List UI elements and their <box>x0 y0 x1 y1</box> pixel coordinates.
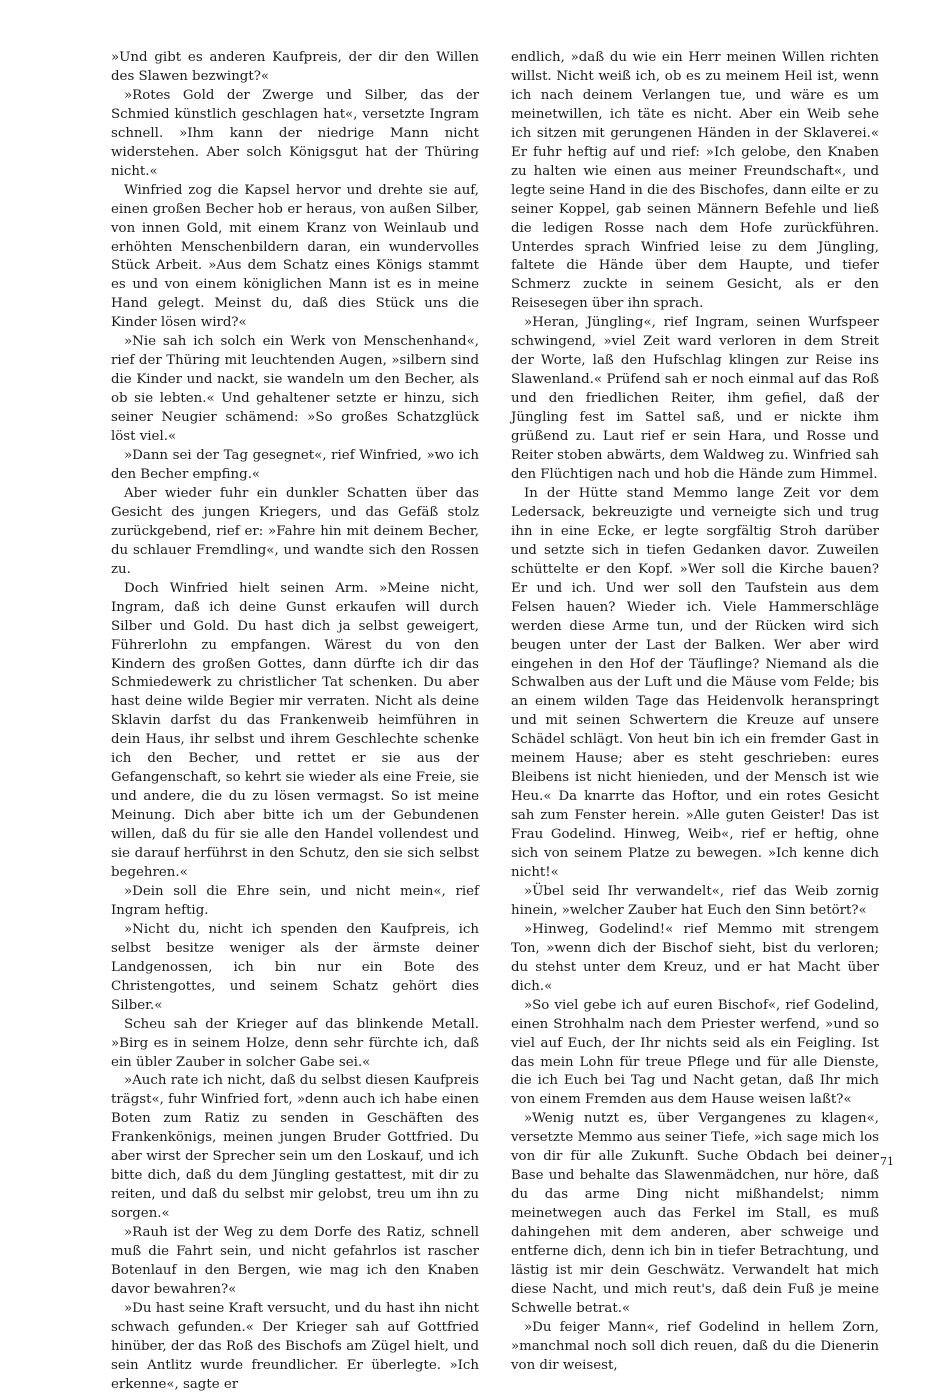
paragraph: »Auch rate ich nicht, daß du selbst diesen Kaufpreis trägst«, fuhr Winfried fort, »denn auch ich habe einen Boten zum Ratiz zu senden in Geschäften des Frankenkönigs, meinen jungen Bruder Gottfried. Du aber wirst der Sprecher sein um den Loskauf, und ich bitte dich, daß du dem Jüngling gestattest, mit dir zu reiten, und daß du selbst mir gelobst, treu um ihn zu sorgen.« <box>111 1073 479 1222</box>
paragraph: »Übel seid Ihr verwandelt«, rief das Weib zornig hinein, »welcher Zauber hat Euch den Sinn betört?« <box>511 883 879 918</box>
paragraph: In der Hütte stand Memmo lange Zeit vor dem Ledersack, bekreuzigte und verneigte sich und trug ihn in eine Ecke, er legte sorgfältig Stroh darüber und setzte sich in tiefen Gedanken davor. Zuweilen schüttelte er den Kopf. »Wer soll die Kirche bauen? Er und ich. Und wer soll den Taufstein aus dem Felsen hauen? Wieder ich. Viele Hammerschläge werden diese Arme tun, und der Rücken wird sich beugen unter der Last der Balken. Wer aber wird eingehen in den Hof der Täuflinge? Niemand als die Schwalben aus der Luft und die Mäuse vom Felde; bis an einem wilden Tage das Heidenvolk heranspringt und mit seinen Schwertern die Kreuze auf unsere Schädel schlägt. Von heut bin ich ein fremder Gast in meinem Hause; aber es steht geschrieben: eures Bleibens ist nicht hienieden, und der Mensch ist wie Heu.« Da knarrte das Hoftor, und ein rotes Gesicht sah zum Fenster herein. »Alle guten Geister! Das ist Frau Godelind. Hinweg, Weib«, rief er heftig, ohne sich von seinem Platze zu bewegen. »Ich kenne dich nicht!« <box>511 485 879 880</box>
paragraph: »Heran, Jüngling«, rief Ingram, seinen Wurfspeer schwingend, »viel Zeit ward verloren in dem Streit der Worte, laß den Hufschlag klingen zur Reise ins Slawenland.« Prüfend sah er noch einmal auf das Roß und den friedlichen Reiter, ihm gefiel, daß der Jüngling fest im Sattel saß, und er nickte ihm grüßend zu. Laut rief er sein Hara, und Rosse und Reiter stoben abwärts, dem Waldweg zu. Winfried sah den Flüchtigen nach und hob die Hände zum Himmel. <box>511 315 879 482</box>
paragraph: Scheu sah der Krieger auf das blinkende Metall. »Birg es in seinem Holze, denn sehr fürchte ich, daß ein übler Zauber in solcher Gabe sei.« <box>111 1016 479 1070</box>
paragraph: »Nie sah ich solch ein Werk von Menschenhand«, rief der Thüring mit leuchtenden Augen, »silbern sind die Kinder und nackt, sie wandeln um den Becher, als ob sie lebten.« Und gehaltener setzte er hinzu, sich seiner Neugier schämend: »So großes Schatzglück löst viel.« <box>111 334 479 445</box>
paragraph: »Rotes Gold der Zwerge und Silber, das der Schmied künstlich geschlagen hat«, versetzte Ingram schnell. »Ihm kann der niedrige Mann nicht widerstehen. Aber solch Königsgut hat der Thüring nicht.« <box>111 87 479 179</box>
paragraph: Aber wieder fuhr ein dunkler Schatten über das Gesicht des jungen Kriegers, und das Gefäß stolz zurückgebend, rief er: »Fahre hin mit deinem Becher, du schlauer Fremdling«, und wandte sich den Rossen zu. <box>111 485 479 577</box>
paragraph: »So viel gebe ich auf euren Bischof«, rief Godelind, einen Strohhalm nach dem Priester werfend, »und so viel auf Euch, der Ihr nichts seid als ein Feigling. Ist das mein Lohn für treue Pflege und für alle Dienste, die ich Euch bei Tag und Nacht getan, daß Ihr mich von einem Fremden aus dem Hause weisen laßt?« <box>511 997 879 1108</box>
paragraph: »Rauh ist der Weg zu dem Dorfe des Ratiz, schnell muß die Fahrt sein, und nicht gefahrlos ist rascher Botenlauf in den Bergen, wie mag ich den Knaben davor bewahren?« <box>111 1225 479 1297</box>
paragraph: »Dann sei der Tag gesegnet«, rief Winfried, »wo ich den Becher empfing.« <box>111 448 479 482</box>
paragraph: »Wenig nutzt es, über Vergangenes zu klagen«, versetzte Memmo aus seiner Tiefe, »ich sage mich los von dir für alle Zukunft. Suche Obdach bei deiner Base und behalte das Slawenmädchen, nur höre, daß du das arme Ding nicht mißhandelst; nimm meinetwegen auch das Ferkel im Stall, es muß dahingehen mit dem anderen, aber schweige und entferne dich, denn ich bin in tiefer Betrachtung, und lästig ist mir dein Geschwätz. Verwandelt hat mich diese Nacht, und mich reut's, daß dein Fuß je meine Schwelle betrat.« <box>511 1111 879 1316</box>
right-text-column <box>511 49 879 1376</box>
paragraph: »Du feiger Mann«, rief Godelind in hellem Zorn, »manchmal noch soll dich reuen, daß du die Dienerin von dir weisest, <box>511 1319 879 1373</box>
paragraph: Doch Winfried hielt seinen Arm. »Meine nicht, Ingram, daß ich deine Gunst erkaufen will durch Silber und Gold. Du hast dich ja selbst geweigert, Führerlohn zu empfangen. Wärest du von den Kindern des großen Gottes, dann dürfte ich dir das Schmiedewerk zu christlicher Tat schenken. Du aber hast deine wilde Begier mir verraten. Nicht als deine Sklavin darfst du das Frankenweib heimführen in dein Haus, ihr selbst und ihrem Geschlechte schenke ich den Becher, und rettet er sie aus der Gefangenschaft, so kehrt sie wieder als eine Freie, sie und andere, die du zu lösen vermagst. So ist meine Meinung. Dich aber bitte ich um der Gebundenen willen, daß du für sie alle den Handel vollendest und sie darauf herführst in den Schutz, den sie sich selbst begehren.« <box>111 580 479 880</box>
paragraph: »Und gibt es anderen Kaufpreis, der dir den Willen des Slawen bezwingt?« <box>111 50 479 84</box>
paragraph: »Hinweg, Godelind!« rief Memmo mit strengem Ton, »wenn dich der Bischof sieht, bist du verloren; du stehst unter dem Kreuz, und er hat Macht über dich.« <box>511 921 879 994</box>
paragraph: »Dein soll die Ehre sein, und nicht mein«, rief Ingram heftig. <box>111 883 479 918</box>
page-number: 71 <box>880 1155 894 1168</box>
left-text-column <box>111 49 479 1395</box>
paragraph: »Nicht du, nicht ich spenden den Kaufpreis, ich selbst besitze weniger als der ärmste deiner Landgenossen, ich bin nur ein Bote des Christengottes, und seinem Schatz gehört dies Silber.« <box>111 921 479 1013</box>
paragraph: »Du hast seine Kraft versucht, und du hast ihn nicht schwach gefunden.« Der Krieger sah auf Gottfried hinüber, der das Roß des Bischofs am Zügel hielt, und sein Antlitz wurde freundlicher. Er überlegte. »Ich erkenne«, sagte er <box>111 1300 479 1392</box>
paragraph: endlich, »daß du wie ein Herr meinen Willen richten willst. Nicht weiß ich, ob es zu meinem Heil ist, wenn ich nach deinem Verlangen tue, und wäre es um meinetwillen, ich täte es nicht. Aber ein Weib sehe ich sitzen mit gerungenen Händen in der Sklaverei.« Er fuhr heftig auf und rief: »Ich gelobe, den Knaben zu halten wie einen aus meiner Freundschaft«, und legte seine Hand in die des Bischofes, dann eilte er zu seiner Koppel, gab seinen Männern Befehle und ließ die ledigen Rosse nach dem Hofe zurückführen. Unterdes sprach Winfried leise zu dem Jüngling, faltete die Hände über dem Haupte, und tiefer Schmerz zuckte in seinem Gesicht, als er den Reisesegen über ihn sprach. <box>511 50 879 312</box>
paragraph: Winfried zog die Kapsel hervor und drehte sie auf, einen großen Becher hob er heraus, von außen Silber, von innen Gold, mit einem Kranz von Weinlaub und erhöhten Menschenbildern daran, ein wundervolles Stück Arbeit. »Aus dem Schatz eines Königs stammt es und von einem königlichen Mann ist es in meine Hand gelegt. Meinst du, daß dies Stück uns die Kinder lösen wird?« <box>111 182 479 331</box>
